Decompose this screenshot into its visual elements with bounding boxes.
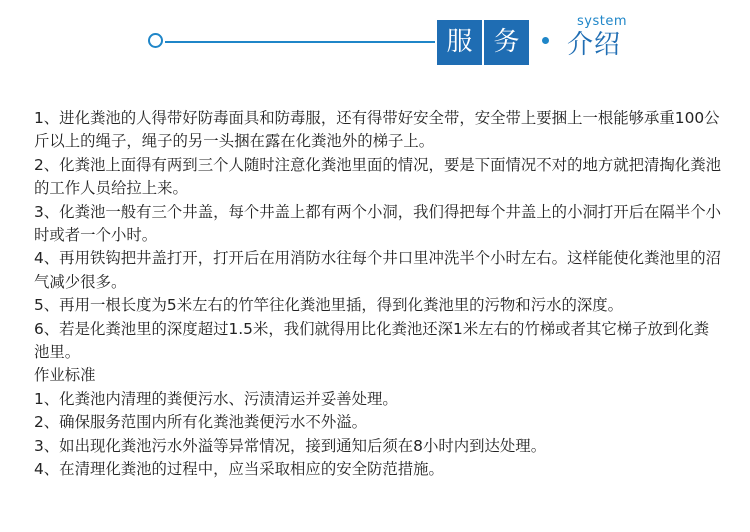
paragraph: 4、再用铁钩把井盖打开，打开后在用消防水往每个井口里冲洗半个小时左右。这样能使化粪池里的沼气减少很多。	[34, 249, 721, 291]
title-char-box: 务	[484, 20, 529, 65]
subtitle-main: 介绍	[567, 30, 622, 60]
section-heading: 作业标准	[34, 366, 96, 385]
dot-icon	[542, 37, 549, 44]
subtitle-small: system	[577, 14, 627, 29]
title-char-box: 服	[437, 20, 482, 65]
service-description	[34, 107, 724, 482]
paragraph: 2、确保服务范围内所有化粪池粪便污水不外溢。	[34, 413, 367, 432]
paragraph: 4、在清理化粪池的过程中，应当采取相应的安全防范措施。	[34, 460, 444, 479]
paragraph: 1、化粪池内清理的粪便污水、污渍清运并妥善处理。	[34, 389, 398, 408]
paragraph: 3、化粪池一般有三个井盖，每个井盖上都有两个小洞，我们得把每个井盖上的小洞打开后在隔半个小时或者一个小时。	[34, 202, 721, 245]
section-header	[0, 0, 750, 90]
paragraph: 6、若是化粪池里的深度超过1.5米，我们就得用比化粪池还深1米左右的竹梯或者其它梯子放到化粪池里。	[34, 319, 710, 362]
paragraph: 3、如出现化粪池污水外溢等异常情况，接到通知后须在8小时内到达处理。	[34, 436, 547, 455]
paragraph: 5、再用一根长度为5米左右的竹竿往化粪池里插，得到化粪池里的污物和污水的深度。	[34, 296, 624, 315]
paragraph: 1、进化粪池的人得带好防毒面具和防毒服，还有得带好安全带，安全带上要捆上一根能够承重100公斤以上的绳子，绳子的另一头捆在露在化粪池外的梯子上。	[34, 109, 720, 151]
header-divider-line	[165, 41, 435, 43]
circle-icon	[148, 33, 163, 48]
paragraph: 2、化粪池上面得有两到三个人随时注意化粪池里面的情况，要是下面情况不对的地方就把清掏化粪池的工作人员给拉上来。	[34, 155, 721, 198]
